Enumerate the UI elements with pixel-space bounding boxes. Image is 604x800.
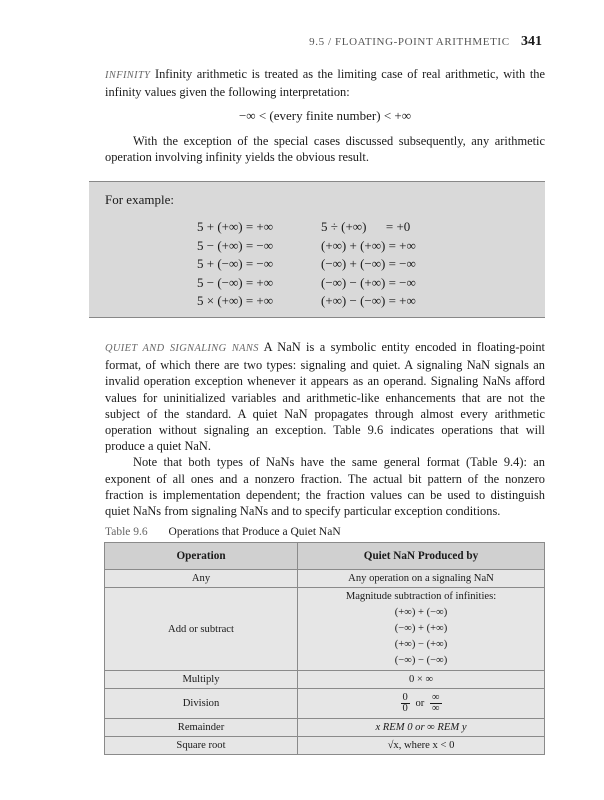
table-caption [105, 526, 341, 538]
example-equations [197, 218, 451, 311]
cell-operation: Multiply [105, 671, 298, 689]
equation-left: 5 × (+∞) = +∞ [197, 293, 274, 309]
equation-right: (+∞) − (−∞) = +∞ [321, 293, 416, 309]
equation-row [197, 237, 451, 256]
table-row [105, 689, 545, 719]
quiet-nan-table [104, 542, 545, 755]
equation-row [197, 274, 451, 293]
or-text: or [415, 697, 425, 709]
equation-right: (−∞) + (−∞) = −∞ [321, 256, 416, 272]
fraction-inf-over-inf [430, 693, 442, 714]
infinity-section [105, 66, 545, 165]
infinity-paragraph-2: With the exception of the special cases discussed subsequently, any arithmetic operation involving infinity yields the obvious result. [105, 133, 545, 164]
running-head-title: 9.5 / FLOATING-POINT ARITHMETIC [309, 36, 510, 48]
cell-operation: Square root [105, 737, 298, 755]
nan-text-1: A NaN is a symbolic entity encoded in floating-point format, of which there are two types: signaling and quiet. A signaling NaN signals an invalid operation exception whenever it appears as an operand. Signaling NaNs afford values for uninitialized variables and arithmetic-like enhancements that are not the subject of the standard. A quiet NaN propagates through almost every arithmetic operation without signaling an exception. Table 9.6 indicates operations that will produce a quiet NaN. [105, 340, 545, 454]
table-row [105, 737, 545, 755]
fraction-numerator: ∞ [431, 692, 440, 703]
nan-section [105, 339, 545, 519]
cell-result: 0 × ∞ [298, 671, 545, 689]
example-label: For example: [105, 192, 174, 207]
equation-right: (+∞) + (+∞) = +∞ [321, 237, 416, 253]
table-row [105, 588, 545, 671]
header-operation: Operation [105, 543, 298, 570]
nan-runin-heading: QUIET AND SIGNALING NANS [105, 343, 259, 354]
cell-line: (−∞) − (−∞) [394, 655, 448, 666]
fraction-denominator: 0 [402, 703, 408, 714]
fraction-denominator: ∞ [431, 703, 440, 714]
header-quiet-nan: Quiet NaN Produced by [298, 543, 545, 570]
table-title: Operations that Produce a Quiet NaN [168, 526, 341, 538]
table-row [105, 671, 545, 689]
cell-operation: Any [105, 570, 298, 588]
example-box [89, 181, 545, 318]
equation-left: 5 + (+∞) = +∞ [197, 219, 274, 234]
equation-left: 5 + (−∞) = −∞ [197, 256, 274, 272]
equation-right: 5 ÷ (+∞) = +0 [321, 219, 411, 234]
cell-result [298, 588, 545, 671]
equation-row [197, 292, 451, 311]
cell-result: x REM 0 or ∞ REM y [298, 719, 545, 737]
equation-row [197, 218, 451, 237]
running-header [309, 34, 542, 50]
equation-left: 5 − (−∞) = +∞ [197, 274, 274, 290]
equation-right: (−∞) − (+∞) = −∞ [321, 274, 416, 290]
cell-line: (+∞) − (+∞) [394, 639, 448, 650]
infinity-paragraph [105, 66, 545, 100]
cell-operation: Remainder [105, 719, 298, 737]
cell-line: Magnitude subtraction of infinities: [345, 591, 497, 602]
table-number: Table 9.6 [105, 526, 148, 538]
table-row [105, 570, 545, 588]
table-row [105, 719, 545, 737]
equation-row [197, 255, 451, 274]
infinity-display-equation: −∞ < (every finite number) < +∞ [238, 108, 412, 124]
fraction-zero-over-zero [401, 693, 410, 714]
cell-line: (−∞) + (+∞) [394, 623, 448, 634]
table-header-row [105, 543, 545, 570]
cell-result [298, 689, 545, 719]
page-number: 341 [521, 34, 542, 49]
equation-left: 5 − (+∞) = −∞ [197, 237, 274, 253]
cell-operation: Add or subtract [105, 588, 298, 671]
fraction-numerator: 0 [402, 692, 408, 703]
cell-result: Any operation on a signaling NaN [298, 570, 545, 588]
nan-paragraph-2: Note that both types of NaNs have the same general format (Table 9.4): an exponent of all ones and a nonzero fraction. The actual bit pattern of the nonzero fraction is implementation dependent; the fraction values can be used to distinguish quiet NaNs from signaling NaNs and to specify particular exception conditions. [105, 455, 545, 519]
infinity-text: Infinity arithmetic is treated as the limiting case of real arithmetic, with the infinity values given the following interpretation: [105, 67, 545, 100]
cell-line: (+∞) + (−∞) [394, 607, 448, 618]
nan-paragraph-1 [105, 339, 545, 454]
infinity-runin-heading: INFINITY [105, 70, 151, 81]
cell-operation: Division [105, 689, 298, 719]
cell-result: √x, where x < 0 [298, 737, 545, 755]
